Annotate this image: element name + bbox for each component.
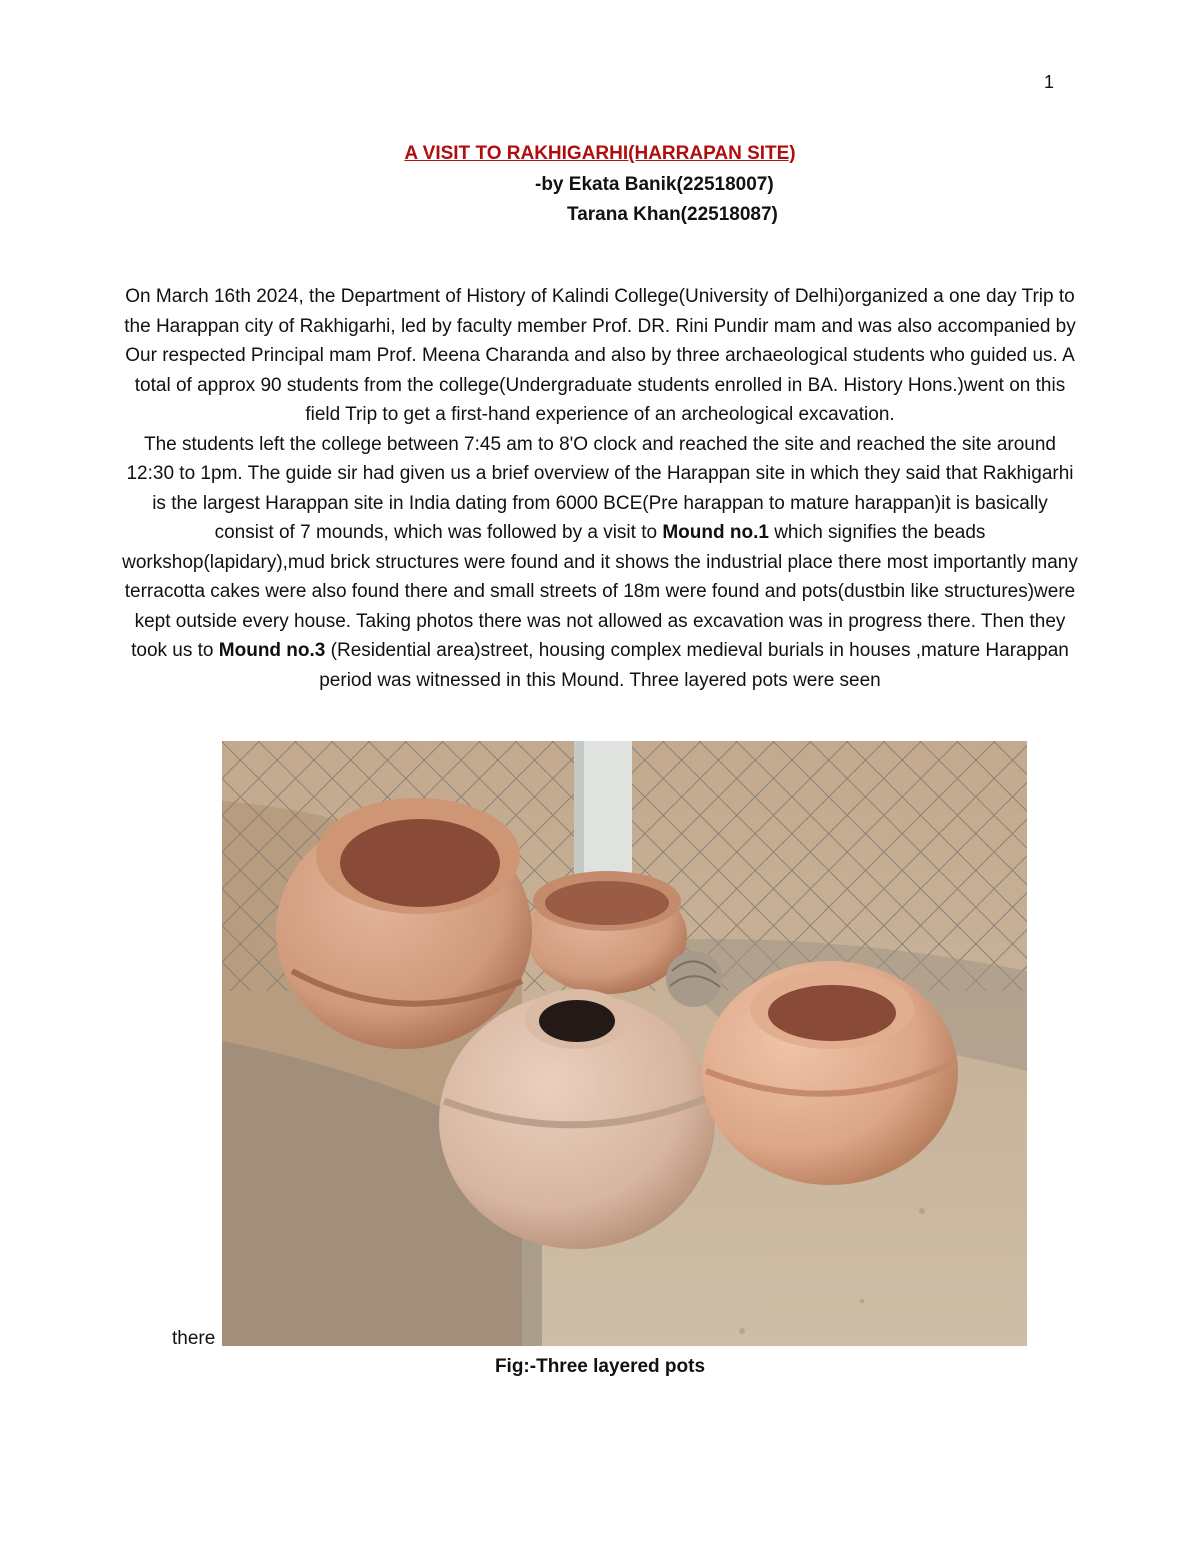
author-line-1: -by Ekata Banik(22518007) bbox=[535, 174, 774, 195]
document-title: A VISIT TO RAKHIGARHI(HARRAPAN SITE) bbox=[404, 143, 796, 164]
mound-1-label: Mound no.1 bbox=[662, 522, 769, 543]
pots-illustration bbox=[222, 741, 1027, 1346]
paragraph-visit-part-2: which signifies the beads workshop(lapidary),mud brick structures were found and it shows the industrial place there most importantly many terracotta cakes were also found there and small streets of 18m were found and pots(dustbin like structures)were kept outside every house. Taking photos there was not allowed as excavation was in progress there. Then they took us to bbox=[122, 522, 1078, 661]
author-line-2: Tarana Khan(22518087) bbox=[567, 204, 778, 225]
paragraph-visit-part-3: (Residential area)street, housing complex medieval burials in houses ,mature Harappan period was witnessed in this Mound. Three layered pots were seen bbox=[319, 640, 1069, 691]
body-text bbox=[120, 282, 1080, 695]
paragraph-visit-part-1: The students left the college between 7:45 am to 8'O clock and reached the site and reached the site around 12:30 to 1pm. The guide sir had given us a brief overview of the Harappan site in which they said that Rakhigarhi is the largest Harappan site in India dating from 6000 BCE(Pre harappan to mature harappan)it is basically consist of 7 mounds, which was followed by a visit to bbox=[126, 433, 1074, 543]
mound-3-label: Mound no.3 bbox=[218, 640, 326, 661]
page-number: 1 bbox=[1044, 72, 1055, 92]
figure-caption: Fig:-Three layered pots bbox=[494, 1356, 706, 1377]
paragraph-visit bbox=[120, 430, 1080, 696]
trailing-word: there bbox=[172, 1328, 216, 1349]
photo-three-layered-pots bbox=[222, 741, 1027, 1346]
paragraph-intro: On March 16th 2024, the Department of History of Kalindi College(University of Delhi)organized a one day Trip to the Harappan city of Rakhigarhi, led by faculty member Prof. DR. Rini Pundir mam and was also accompanied by Our respected Principal mam Prof. Meena Charanda and also by three archaeological students who guided us. A total of approx 90 students from the college(Undergraduate students enrolled in BA. History Hons.)went on this field Trip to get a first-hand experience of an archeological excavation. bbox=[124, 286, 1076, 425]
